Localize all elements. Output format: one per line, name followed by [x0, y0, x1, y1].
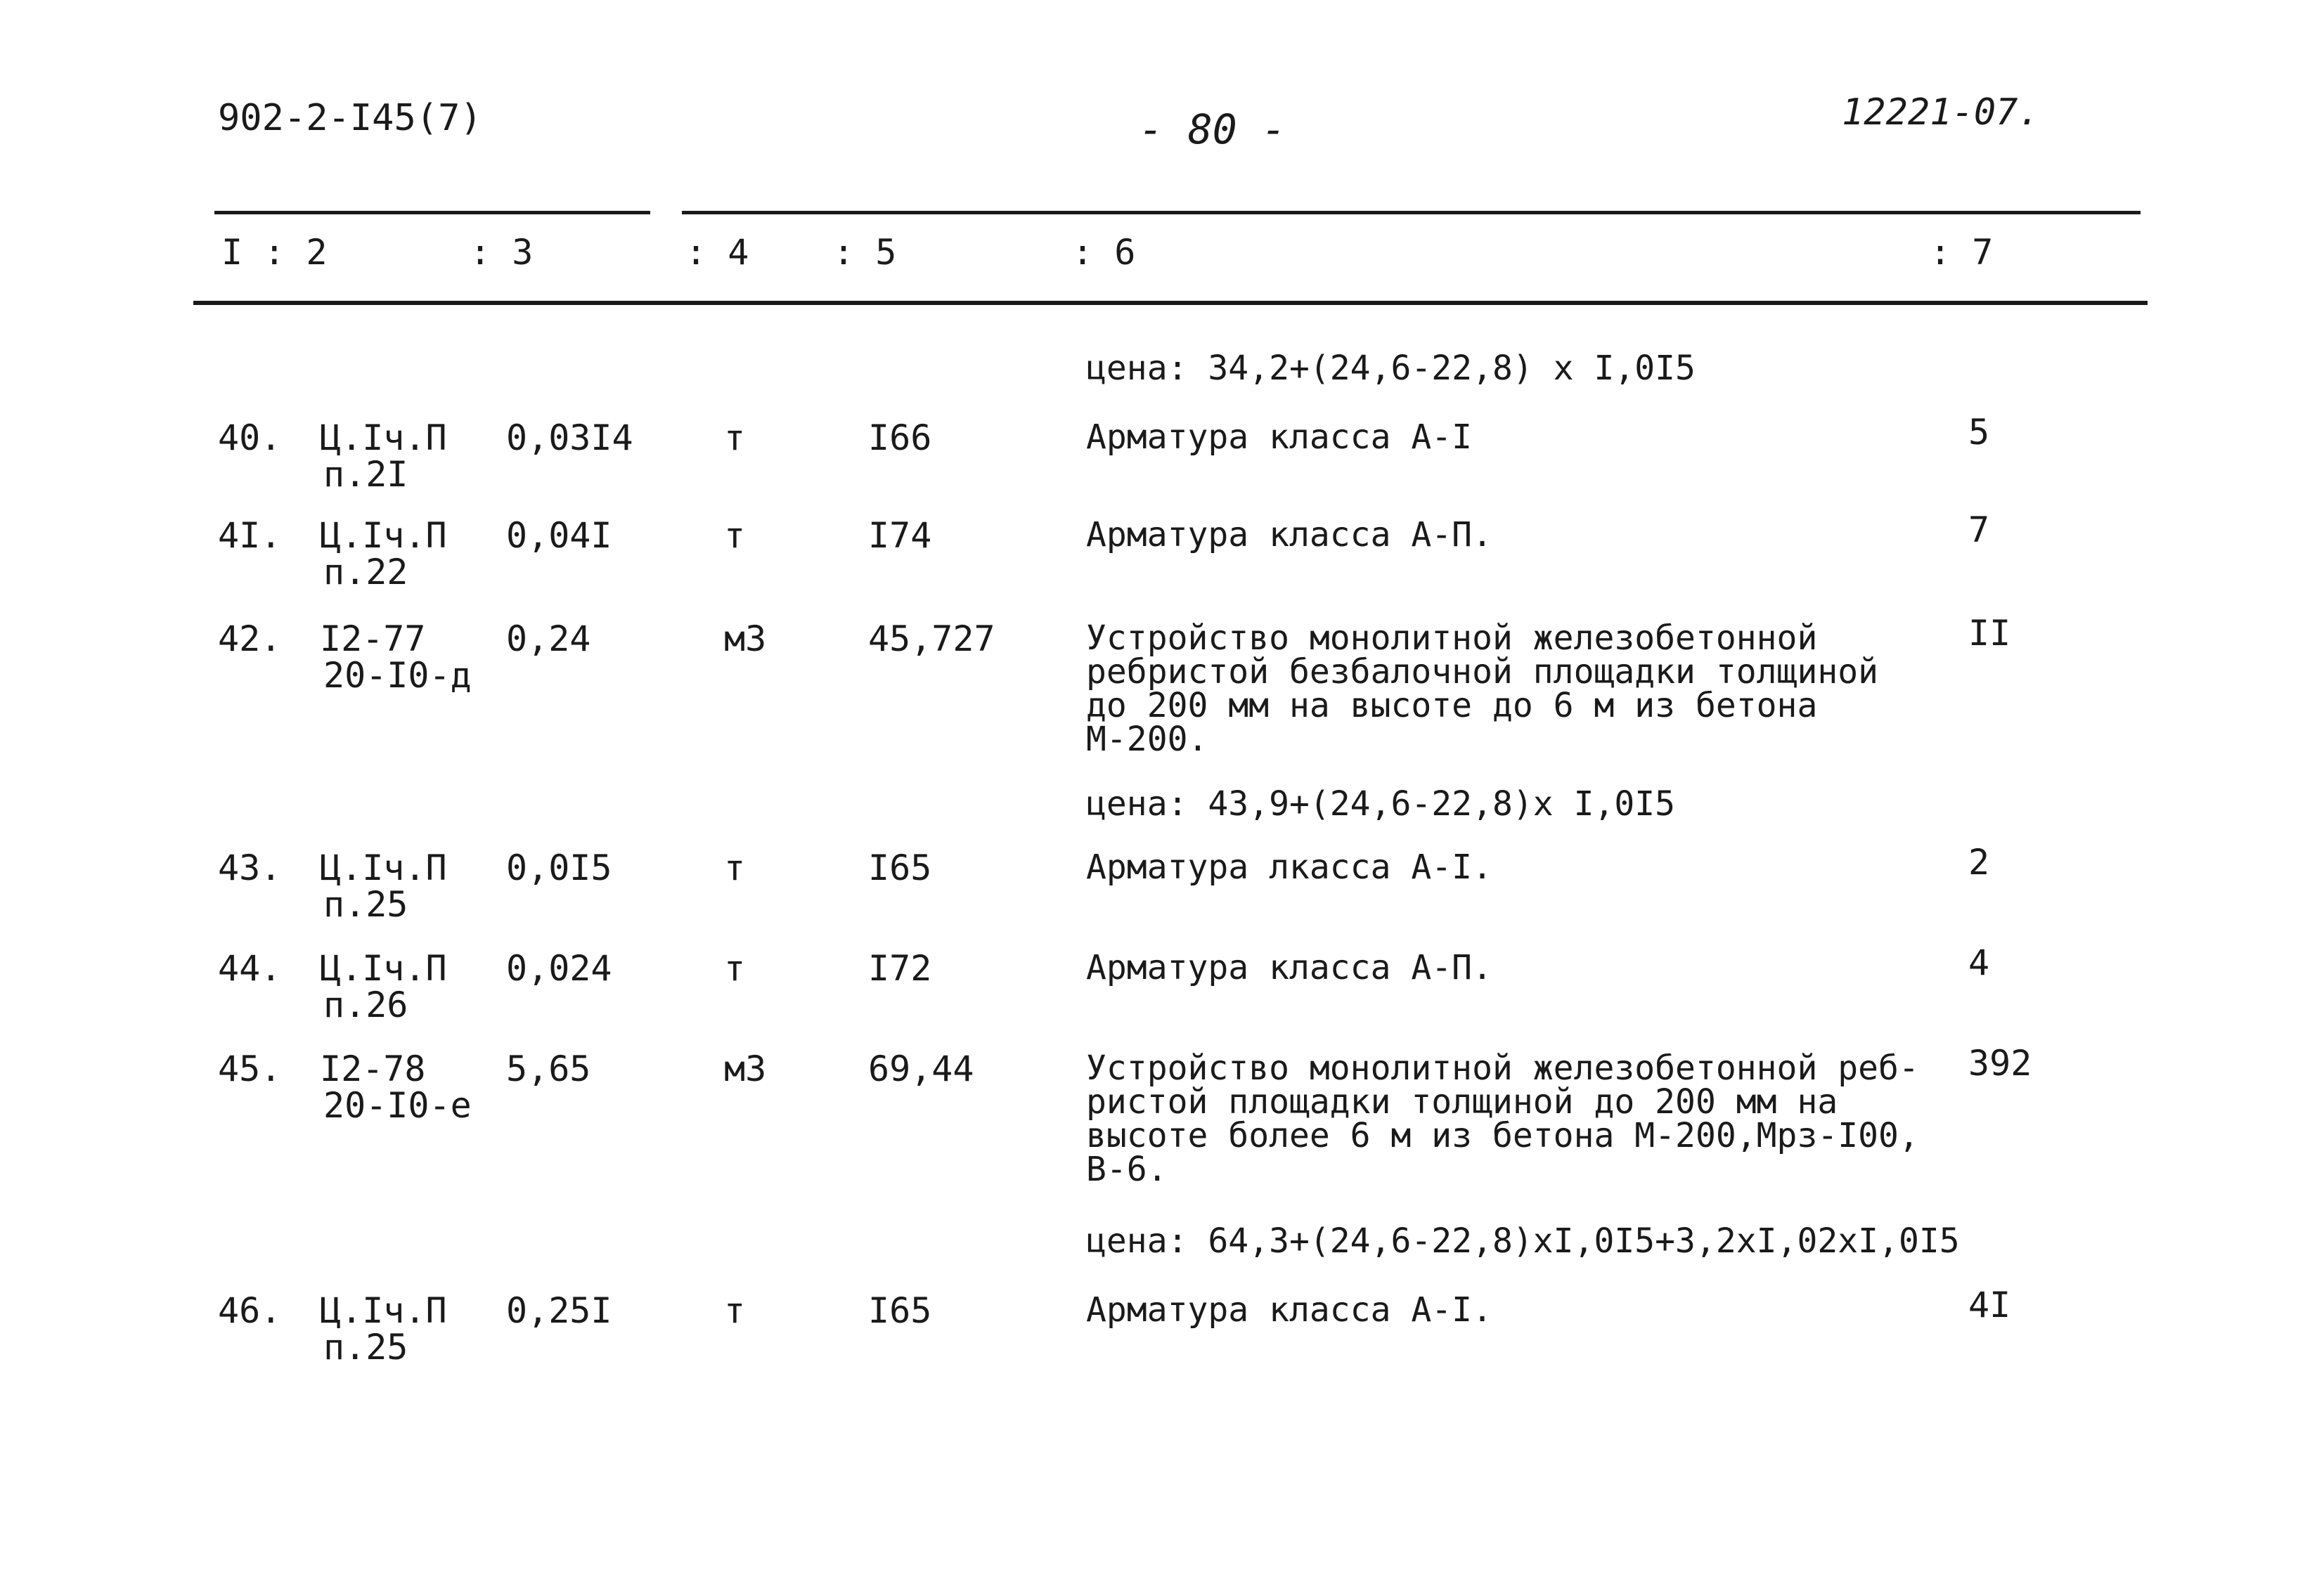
- quantity: 0,024: [506, 948, 612, 989]
- work-description-line: Арматура лкасса А-I.: [1086, 848, 1492, 887]
- unit-price: 45,727: [868, 618, 995, 659]
- quantity: 0,03I4: [506, 417, 633, 458]
- unit-price: I65: [868, 1290, 932, 1331]
- norm-subcode: п.2I: [323, 454, 408, 495]
- row-number: 44.: [218, 948, 282, 989]
- quantity: 0,0I5: [506, 848, 612, 888]
- work-description-line: до 200 мм на высоте до 6 м из бетона: [1086, 686, 1818, 725]
- total-cost: 5: [1968, 412, 1990, 453]
- work-description-line: В-6.: [1086, 1150, 1168, 1189]
- norm-subcode: 20-I0-е: [323, 1085, 472, 1126]
- work-description-line: высоте более 6 м из бетона М-200,Мрз-I00,: [1086, 1116, 1919, 1155]
- document-code: 902-2-I45(7): [218, 97, 482, 139]
- unit: м3: [724, 618, 767, 659]
- row-number: 40.: [218, 417, 282, 458]
- unit: м3: [724, 1049, 767, 1089]
- unit-price: I72: [868, 948, 932, 989]
- norm-code: I2-77: [320, 618, 426, 659]
- header-bottom-rule: [193, 301, 2148, 305]
- unit: т: [724, 948, 746, 989]
- norm-code: Ц.Iч.П: [320, 948, 447, 989]
- unit-price: I66: [868, 417, 932, 458]
- row-number: 46.: [218, 1290, 282, 1331]
- price-formula: цена: 43,9+(24,6-22,8)х I,0I5: [1086, 784, 1676, 824]
- work-description-line: Арматура класса А-I: [1086, 417, 1473, 457]
- registration-number: 12221-07.: [1842, 91, 2040, 134]
- top-rule-right: [682, 211, 2141, 214]
- norm-subcode: п.26: [323, 985, 408, 1025]
- norm-code: I2-78: [320, 1049, 426, 1089]
- total-cost: 7: [1968, 510, 1990, 550]
- quantity: 0,25I: [506, 1290, 612, 1331]
- total-cost: 4: [1968, 942, 1990, 983]
- total-cost: II: [1968, 613, 2011, 654]
- page-number: - 80 -: [1139, 105, 1286, 153]
- row-number: 43.: [218, 848, 282, 888]
- total-cost: 2: [1968, 842, 1990, 883]
- work-description-line: ребристой безбалочной площадки толщиной: [1086, 652, 1879, 692]
- norm-code: Ц.Iч.П: [320, 515, 447, 556]
- unit-price: I74: [868, 515, 932, 556]
- row-number: 4I.: [218, 515, 282, 556]
- norm-subcode: п.25: [323, 884, 408, 925]
- column-header-4: : 4: [685, 232, 749, 273]
- work-description-line: ристой площадки толщиной до 200 мм на: [1086, 1082, 1838, 1122]
- work-description-line: Арматура класса А-П.: [1086, 515, 1492, 554]
- total-cost: 4I: [1968, 1285, 2011, 1325]
- unit-price: I65: [868, 848, 932, 888]
- column-header-7: : 7: [1930, 232, 1994, 273]
- norm-subcode: п.22: [323, 552, 408, 592]
- quantity: 0,04I: [506, 515, 612, 556]
- column-header-6: : 6: [1072, 232, 1136, 273]
- work-description-line: Арматура класса А-I.: [1086, 1290, 1492, 1330]
- price-formula: цена: 64,3+(24,6-22,8)хI,0I5+3,2хI,02хI,0I5: [1086, 1221, 1960, 1261]
- quantity: 5,65: [506, 1049, 591, 1089]
- unit-price: 69,44: [868, 1049, 974, 1089]
- norm-code: Ц.Iч.П: [320, 417, 447, 458]
- top-rule-left: [214, 211, 650, 214]
- column-header-1-2: I : 2: [221, 232, 328, 273]
- norm-code: Ц.Iч.П: [320, 1290, 447, 1331]
- unit: т: [724, 848, 746, 888]
- norm-subcode: п.25: [323, 1327, 408, 1368]
- row-number: 42.: [218, 618, 282, 659]
- work-description-line: Арматура класса А-П.: [1086, 948, 1492, 987]
- norm-subcode: 20-I0-д: [323, 655, 472, 696]
- unit: т: [724, 515, 746, 556]
- price-formula: цена: 34,2+(24,6-22,8) х I,0I5: [1086, 349, 1696, 388]
- norm-code: Ц.Iч.П: [320, 848, 447, 888]
- work-description-line: М-200.: [1086, 720, 1208, 759]
- row-number: 45.: [218, 1049, 282, 1089]
- total-cost: 392: [1968, 1043, 2032, 1084]
- column-header-5: : 5: [833, 232, 897, 273]
- column-header-3: : 3: [470, 232, 534, 273]
- quantity: 0,24: [506, 618, 591, 659]
- work-description-line: Устройство монолитной железобетонной: [1086, 618, 1818, 658]
- unit: т: [724, 1290, 746, 1331]
- work-description-line: Устройство монолитной железобетонной реб-: [1086, 1049, 1919, 1088]
- unit: т: [724, 417, 746, 458]
